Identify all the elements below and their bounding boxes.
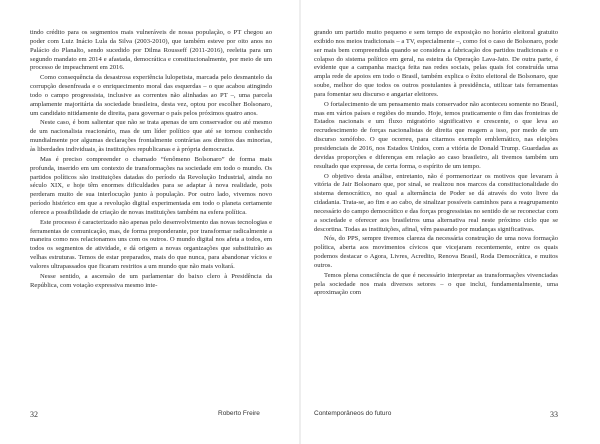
right-page-text <box>314 29 558 298</box>
paragraph: tindo crédito para os segmentos mais vulneráveis de nossa população, o PT chegou ao poder com Luiz Inácio Lula da Silva (2003-2010), que também esteve por oito anos no Palácio do Planalto, sendo sucedido por Dilma Rousseff (2011-2016), reeleita para um segundo mandato em 2014 e afastada, democrática e constitucionalmente, por meio de um processo de impeachment em 2016. <box>30 29 272 72</box>
left-folio: 32 <box>30 410 38 419</box>
right-running-footer: Contemporâneos do futuro <box>314 410 392 417</box>
paragraph: O fortalecimento de um pensamento mais conservador não aconteceu somente no Brasil, mas em vários países e regiões do mundo. Hoje, temos praticamente o fim das fronteiras de Estados nacionais e um fluxo migratório significativo e crescente, o que leva ao recrudescimento de forças nacionalistas de direita que reagem a isso, por medo de um discurso xenófobo. O que ocorreu, para citarmos exemplo emblemático, nas eleições presidenciais de 2016, nos Estados Unidos, com a vitória de Donald Trump. Guardadas as devidas proporções e diferenças em relação ao caso brasileiro, ali tivemos também um resultado que expressa, de certa forma, o espírito de um tempo. <box>314 100 559 170</box>
paragraph: Mas é preciso compreender o chamado “fenômeno Bolsonaro” de forma mais profunda, inserido em um contexto de transformações na sociedade em todo o mundo. Os partidos políticos são instituições datadas do período da Revolução Industrial, ainda no século XIX, e hoje têm enormes dificuldades para se adaptar à nova realidade, pois perderam muito de sua interlocução junto à população. Por outro lado, vivemos novo período histórico em que a revolução digital experimentada em todo o planeta certamente oferece a possibilidade de criação de novas instituições também na esfera política. <box>30 155 272 216</box>
paragraph: Nós, do PPS, sempre tivemos clareza da necessária construção de uma nova formação política, aberta aos movimentos cívicos que vicejaram recentemente, entre os quais podemos destacar o Agora, Livres, Acredito, Renova Brasil, Roda Democrática, e muitos outros. <box>314 235 558 269</box>
paragraph: Temos plena consciência de que é necessário interpretar as transformações vivenciadas pela sociedade nos mais diversos setores – o que inclui, fundamentalmente, uma aproximação com <box>314 271 558 297</box>
left-running-footer: Roberto Freire <box>218 410 260 417</box>
paragraph: Este processo é caracterizado não apenas pelo desenvolvimento das novas tecnologias e ferramentas de comunicação, mas, de forma preponderante, por transformar radicalmente a maneira como nos relacionamos uns com os outros. O mundo digital nos afeta a todos, em todos os segmentos de atividade, e dá origem a novas organizações que substituirão as velhas estruturas. Temos de estar preparados, mais do que nunca, para abandonar vícios e valores ultrapassados que ficaram restritos a um mundo que não mais voltará. <box>30 218 272 270</box>
paragraph: O objetivo desta análise, entretanto, não é pormenorizar os motivos que levaram à vitória de Jair Bolsonaro que, por sinal, se realizou nos marcos da constitucionalidade do sistema democrático, no qual a alternância de Poder se dá através do voto livre da cidadania. Trata-se, ao fim e ao cabo, de sinalizar possíveis caminhos para a reagrupamento necessário do campo democrático e das forças progressistas no sentido de se reconectar com a sociedade e oferecer aos brasileiros uma alternativa real neste próximo ciclo que se descortina. Todas as instituições, afinal, vêm passando por mudanças significativas. <box>314 172 558 233</box>
paragraph: grando um partido muito pequeno e sem tempo de exposição no horário eleitoral gratuito exibido nos meios tradicionais – a TV, especialmente –, como foi o caso de Bolsonaro, pode ser mais bem compreendida quando se considera a fabricação dos partidos tradicionais e o colapso do sistema político em geral, na esteira da Operação Lava-Jato. De outra parte, é evidente que a campanha maciça feita nas redes sociais, pelas quais foi construída uma ampla rede de apoios em todo o Brasil, também explica o êxito eleitoral de Bolsonaro, que soube, melhor do que todos os outros postulantes à presidência, utilizar tais ferramentas para fomentar seu discurso e angariar eleitores. <box>314 29 558 98</box>
paragraph: Como consequência da desastrosa experiência lulopetista, marcada pelo desmantelo da corrupção desenfreada e o enriquecimento moral das esquerdas – o que acabou atingindo todo o campo progressista, inclusive as correntes não alinhadas ao PT –, uma parcela amplamente majoritária da sociedade brasileira, desta vez, optou por escolher Bolsonaro, um candidato nitidamente de direita, para governar o país pelos próximos quatro anos. <box>30 74 272 117</box>
paragraph: Nesse sentido, a ascensão de um parlamentar do baixo clero à Presidência da República, com votação expressiva mesmo inte- <box>30 272 272 289</box>
right-page <box>300 0 600 444</box>
right-folio: 33 <box>550 410 558 419</box>
left-page-text <box>30 29 272 290</box>
paragraph: Neste caso, é bom salientar que não se trata apenas de um conservador ou até mesmo de um nacionalista reacionário, mas de um líder político que até se tornou conhecido mundialmente por algumas declarações frontalmente contrárias aos direitos das minorias, às liberdades individuais, às instituições republicanas e à própria democracia. <box>30 119 272 153</box>
